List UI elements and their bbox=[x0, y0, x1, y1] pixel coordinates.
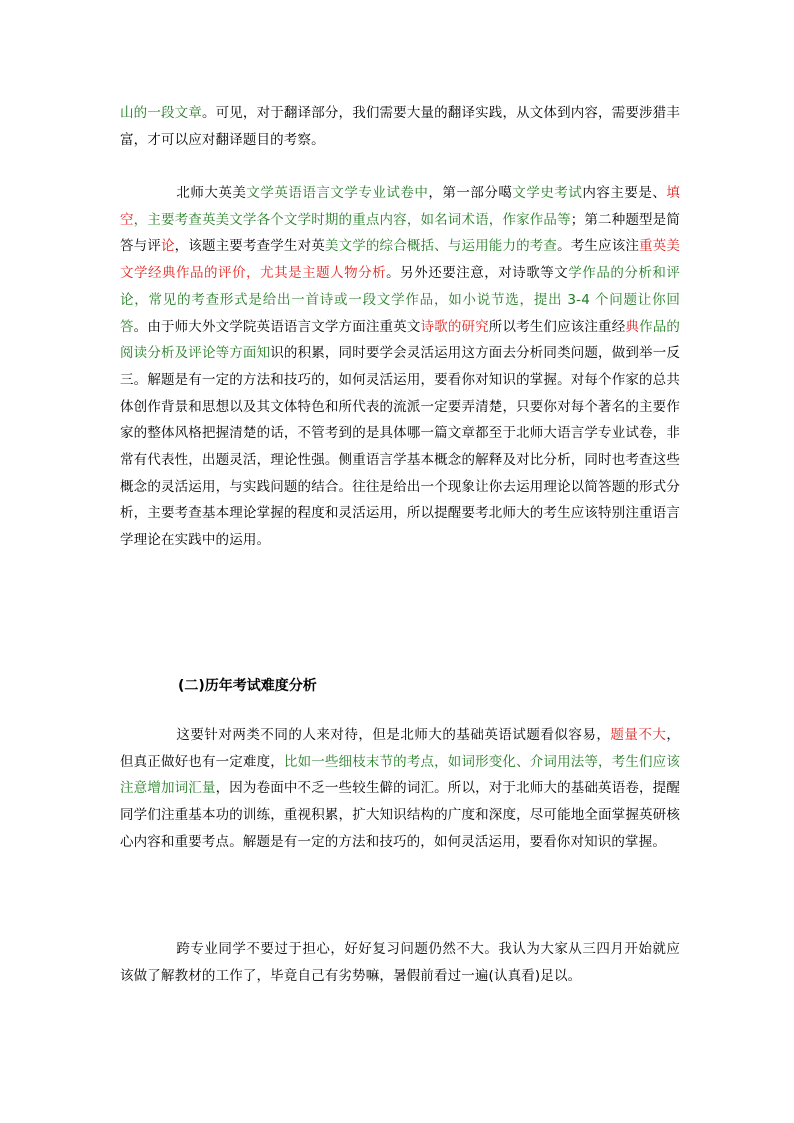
text-run: ，该题主要考查学生对英 bbox=[174, 238, 325, 255]
text-run: ；第二种题型是简答与评 bbox=[120, 211, 680, 255]
text-run: 美文学的综合概括、与运用能力的考查 bbox=[324, 238, 558, 255]
text-run: 文学英语语言文学专业试卷中 bbox=[246, 185, 429, 201]
text-run: 比如一些细枝末节的考点，如词形变化、介词用法等，考生们应该注意增加词汇量 bbox=[120, 753, 680, 797]
text-run: 内容主要是、 bbox=[582, 185, 667, 201]
text-run: 文学史考试 bbox=[512, 185, 583, 201]
text-run: ，主要考查英美文学各个文学时期的重点内容，如名词术语，作家作品等 bbox=[133, 211, 571, 228]
text-run: 填空 bbox=[120, 185, 681, 228]
paragraph-translation-conclusion bbox=[120, 100, 680, 153]
text-run: ，第一部分噶 bbox=[428, 185, 513, 201]
text-run: 这要针对两类不同的人来对待，但是北师大的基础英语试题看似容易， bbox=[176, 727, 611, 743]
text-run: 。由于师大外文学院英语语言文学方面注重英文 bbox=[133, 318, 421, 335]
text-run: 诗歌的研究 bbox=[420, 318, 489, 335]
text-run: 。另外还要注意，对诗歌等文 bbox=[386, 265, 569, 282]
paragraph-cross-major-advice bbox=[120, 936, 680, 989]
text-run: 。可见，对于翻译部分，我们需要大量的翻译实践，从文体到内容，需要涉猎丰富，才可以应对翻译题目的考察。 bbox=[120, 105, 680, 148]
text-run: 作品的阅读分析及评论等方面知 bbox=[120, 318, 681, 362]
paragraph-literature-exam bbox=[120, 180, 680, 554]
section-heading: (二)历年考试难度分析 bbox=[178, 678, 317, 694]
text-run: 。考生应该注 bbox=[557, 238, 640, 255]
text-run: 论 bbox=[160, 238, 175, 255]
text-run: 典 bbox=[625, 318, 640, 335]
text-run: ，因为卷面中不乏一些较生僻的词汇。所以，对于北师大的基础英语卷，提醒同学们注重基本功的训练，重视积累，扩大知识结构的广度和深度，尽可能地全面掌握英研核心内容和重要考点。解题是有一定的方法和技巧的，如何灵活运用，要看你对知识的掌握。 bbox=[120, 780, 680, 850]
text-run: 跨专业同学不要过于担心，好好复习问题仍然不大。我认为大家从三四月开始就应该做了解教材的工作了，毕竟自己有劣势嘛，暑假前看过一遍(认真看)足以。 bbox=[120, 941, 680, 984]
paragraph-difficulty-analysis bbox=[120, 722, 680, 856]
text-run: 学作品的分析和评论，常见的考查形式是给出一首诗或一段文学作品，如小说节选，提出 3-4 个问题让你回答 bbox=[120, 265, 681, 335]
text-run: 所以考生们应该注重经 bbox=[488, 318, 626, 335]
text-run: 题量不大 bbox=[610, 727, 667, 743]
text-run: 识的积累，同时要学会灵活运用这方面去分析同类问题，做到举一反三。解题是有一定的方法和技巧的，如何灵活运用，要看你对知识的掌握。对每个作家的总共体创作背景和思想以及其文体特色和所代表的流派一定要弄清楚，只要你对每个著名的主要作家的整体风格把握清楚的话，不管考到的是具体哪一篇文章都至于北师大语言学专业试卷，非常有代表性，出题灵活，理论性强。侧重语言学基本概念的解释及对比分析，同时也考查这些概念的灵活运用，与实践问题的结合。往往是给出一个现象让你去运用理论以简答题的形式分析，主要考查基本理论掌握的程度和灵活运用，所以提醒要考北师大的考生应该特别注重语言学理论在实践中的运用。 bbox=[120, 345, 680, 549]
text-run: ，但真正做好也有一定难度， bbox=[120, 727, 680, 770]
text-run: 重英美文学经典作品的评价，尤其是主题人物分析 bbox=[120, 238, 681, 282]
text-run: 北师大英美 bbox=[176, 185, 247, 201]
text-run: 山的一段文章 bbox=[120, 105, 202, 121]
